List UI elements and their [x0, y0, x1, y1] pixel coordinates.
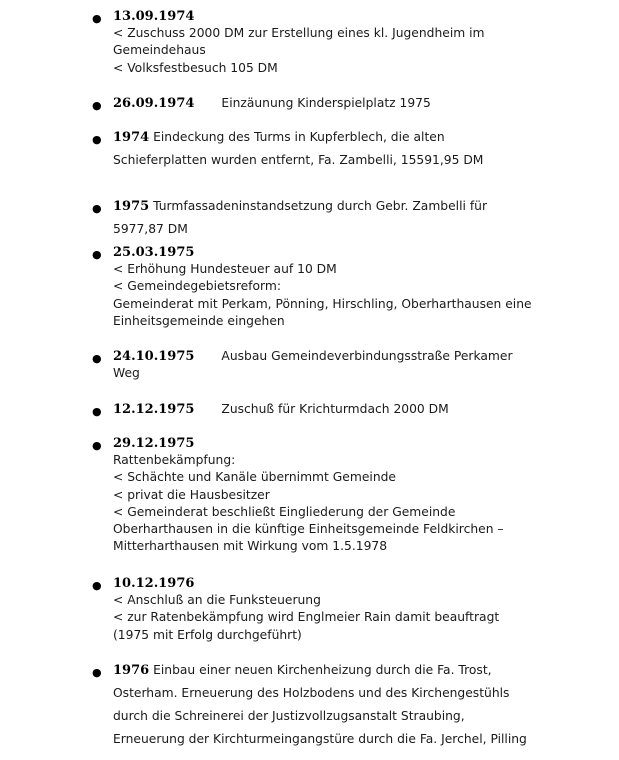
- entry-date: 1974: [113, 130, 150, 145]
- entry-line: Erneuerung der Kirchturmeingangstüre durch die Fa. Jerchel, Pilling: [113, 732, 527, 746]
- entry-line: 5977,87 DM: [113, 222, 188, 236]
- entry-line: < Volksfestbesuch 105 DM: [113, 60, 278, 75]
- entry-line: durch die Schreinerei der Justizvollzugsanstalt Straubing,: [113, 709, 465, 723]
- entry-date: 24.10.1975: [113, 349, 195, 364]
- entry-line: Weg: [113, 366, 140, 381]
- entry-line: Mitterharthausen mit Wirkung vom 1.5.1978: [113, 539, 388, 554]
- bullet-icon: ●: [92, 202, 102, 215]
- bullet-icon: ●: [92, 405, 102, 418]
- entry-content: [113, 95, 543, 112]
- entry-line: Oberharthausen in die künftige Einheitsgemeinde Feldkirchen –: [113, 522, 504, 537]
- bullet-icon: ●: [92, 12, 102, 25]
- entry-content: [113, 659, 543, 751]
- bullet-icon: ●: [92, 666, 102, 679]
- entry-date: 26.09.1974: [113, 96, 195, 111]
- entry-line: Schieferplatten wurden entfernt, Fa. Zambelli, 15591,95 DM: [113, 153, 484, 167]
- entry-date: 13.09.1974: [113, 9, 195, 24]
- bullet-icon: ●: [92, 99, 102, 112]
- entry-date: 12.12.1975: [113, 402, 195, 417]
- entry-line: < privat die Hausbesitzer: [113, 487, 270, 502]
- entry-line: < Gemeindegebietsreform:: [113, 279, 281, 294]
- entry-content: [113, 575, 543, 644]
- entry-date: 29.12.1975: [113, 436, 195, 451]
- entry-date: 1975: [113, 199, 150, 214]
- entry-line: < zur Ratenbekämpfung wird Englmeier Rain damit beauftragt: [113, 610, 500, 625]
- entry-line: (1975 mit Erfolg durchgeführt): [113, 627, 302, 642]
- entry-content: [113, 8, 543, 77]
- entry-text: Einzäunung Kinderspielplatz 1975: [221, 96, 431, 110]
- entry-line: Einheitsgemeinde eingehen: [113, 313, 285, 328]
- entry-line: Osterham. Erneuerung des Holzbodens und des Kirchengestühls: [113, 686, 510, 700]
- entry-line: < Schächte und Kanäle übernimmt Gemeinde: [113, 470, 396, 485]
- entry-content: [113, 435, 543, 555]
- entry-text: Ausbau Gemeindeverbindungsstraße Perkamer: [221, 349, 513, 363]
- entry-date: 25.03.1975: [113, 245, 195, 260]
- bullet-icon: ●: [92, 439, 102, 452]
- bullet-icon: ●: [92, 579, 102, 592]
- bullet-icon: ●: [92, 248, 102, 261]
- entry-date: 10.12.1976: [113, 576, 195, 591]
- entry-text: Einbau einer neuen Kirchenheizung durch die Fa. Trost,: [153, 663, 492, 677]
- entry-text: Zuschuß für Krichturmdach 2000 DM: [221, 402, 449, 416]
- entry-text: Eindeckung des Turms in Kupferblech, die alten: [153, 130, 445, 144]
- entry-text: Turmfassadeninstandsetzung durch Gebr. Zambelli für: [153, 199, 488, 213]
- entry-content: [113, 126, 543, 172]
- bullet-icon: ●: [92, 352, 102, 365]
- bullet-icon: ●: [92, 133, 102, 146]
- entry-line: < Erhöhung Hundesteuer auf 10 DM: [113, 262, 337, 277]
- entry-content: [113, 195, 543, 241]
- entry-line: < Zuschuss 2000 DM zur Erstellung eines kl. Jugendheim im: [113, 26, 485, 41]
- entry-content: [113, 244, 543, 330]
- entry-content: [113, 348, 543, 382]
- entry-line: Rattenbekämpfung:: [113, 453, 236, 468]
- entry-line: Gemeinderat mit Perkam, Pönning, Hirschling, Oberharthausen eine: [113, 296, 532, 311]
- entry-line: < Anschluß an die Funksteuerung: [113, 593, 321, 608]
- entry-date: 1976: [113, 663, 150, 678]
- entry-line: Gemeindehaus: [113, 43, 206, 58]
- entry-content: [113, 401, 543, 418]
- entry-line: < Gemeinderat beschließt Eingliederung der Gemeinde: [113, 504, 456, 519]
